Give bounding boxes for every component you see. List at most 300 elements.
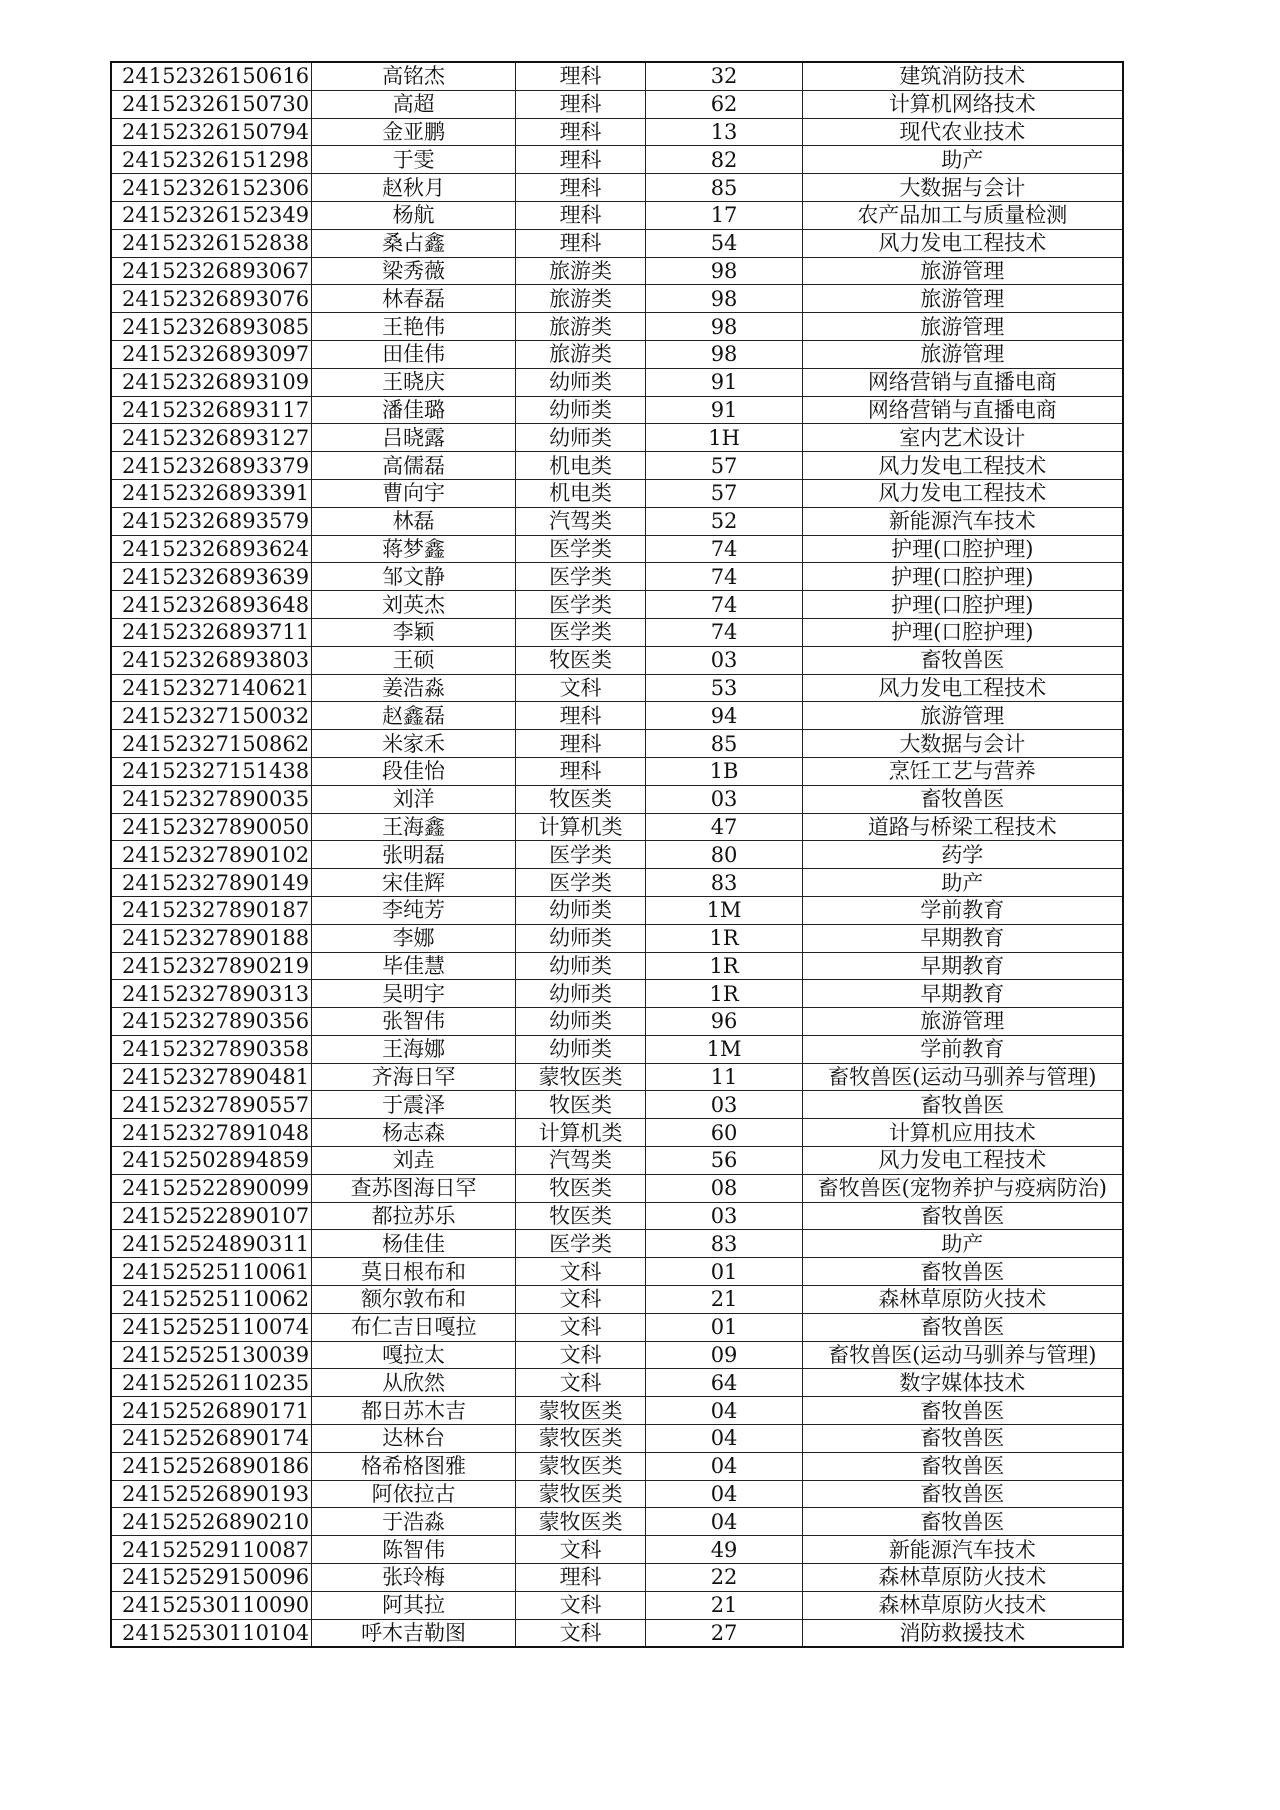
major-name-cell: 农产品加工与质量检测	[803, 201, 1123, 229]
table-row	[111, 507, 1123, 535]
major-code-cell: 98	[646, 257, 803, 285]
major-name-cell: 森林草原防火技术	[803, 1564, 1123, 1592]
exam-number-cell: 24152326893579	[111, 507, 312, 535]
subject-category-cell: 幼师类	[516, 1035, 646, 1063]
major-name-cell: 护理(口腔护理)	[803, 591, 1123, 619]
table-row	[111, 313, 1123, 341]
table-row	[111, 785, 1123, 813]
student-name-cell: 潘佳璐	[312, 396, 516, 424]
exam-number-cell: 24152327890358	[111, 1035, 312, 1063]
major-name-cell: 畜牧兽医	[803, 1480, 1123, 1508]
major-name-cell: 计算机网络技术	[803, 90, 1123, 118]
exam-number-cell: 24152326152838	[111, 229, 312, 257]
exam-number-cell: 24152526110235	[111, 1369, 312, 1397]
major-code-cell: 1R	[646, 924, 803, 952]
major-code-cell: 91	[646, 396, 803, 424]
major-code-cell: 21	[646, 1286, 803, 1314]
student-name-cell: 额尔敦布和	[312, 1286, 516, 1314]
major-code-cell: 91	[646, 368, 803, 396]
subject-category-cell: 文科	[516, 1536, 646, 1564]
table-row	[111, 841, 1123, 869]
subject-category-cell: 汽驾类	[516, 507, 646, 535]
major-code-cell: 04	[646, 1425, 803, 1453]
major-code-cell: 74	[646, 618, 803, 646]
major-code-cell: 03	[646, 1091, 803, 1119]
subject-category-cell: 幼师类	[516, 424, 646, 452]
major-name-cell: 烹饪工艺与营养	[803, 757, 1123, 785]
table-row	[111, 1536, 1123, 1564]
major-code-cell: 1R	[646, 952, 803, 980]
table-row	[111, 257, 1123, 285]
table-row	[111, 1008, 1123, 1036]
major-code-cell: 1M	[646, 896, 803, 924]
subject-category-cell: 理科	[516, 757, 646, 785]
major-name-cell: 畜牧兽医(运动马驯养与管理)	[803, 1063, 1123, 1091]
exam-number-cell: 24152327890035	[111, 785, 312, 813]
table-row	[111, 563, 1123, 591]
major-code-cell: 17	[646, 201, 803, 229]
table-row	[111, 1452, 1123, 1480]
major-code-cell: 1M	[646, 1035, 803, 1063]
table-row	[111, 1397, 1123, 1425]
major-name-cell: 风力发电工程技术	[803, 229, 1123, 257]
major-name-cell: 助产	[803, 869, 1123, 897]
table-row	[111, 1091, 1123, 1119]
table-row	[111, 479, 1123, 507]
student-name-cell: 邹文静	[312, 563, 516, 591]
major-name-cell: 风力发电工程技术	[803, 479, 1123, 507]
student-name-cell: 梁秀薇	[312, 257, 516, 285]
student-name-cell: 嘎拉太	[312, 1341, 516, 1369]
major-name-cell: 早期教育	[803, 952, 1123, 980]
major-name-cell: 新能源汽车技术	[803, 1536, 1123, 1564]
major-code-cell: 60	[646, 1119, 803, 1147]
student-name-cell: 林磊	[312, 507, 516, 535]
student-name-cell: 呼木吉勒图	[312, 1619, 516, 1647]
subject-category-cell: 蒙牧医类	[516, 1397, 646, 1425]
student-name-cell: 于震泽	[312, 1091, 516, 1119]
subject-category-cell: 计算机类	[516, 1119, 646, 1147]
subject-category-cell: 机电类	[516, 479, 646, 507]
major-code-cell: 98	[646, 313, 803, 341]
major-name-cell: 森林草原防火技术	[803, 1591, 1123, 1619]
exam-number-cell: 24152529110087	[111, 1536, 312, 1564]
student-name-cell: 都拉苏乐	[312, 1202, 516, 1230]
major-code-cell: 74	[646, 535, 803, 563]
subject-category-cell: 牧医类	[516, 646, 646, 674]
subject-category-cell: 旅游类	[516, 340, 646, 368]
student-name-cell: 于浩淼	[312, 1508, 516, 1536]
student-name-cell: 王海鑫	[312, 813, 516, 841]
major-code-cell: 03	[646, 785, 803, 813]
major-name-cell: 网络营销与直播电商	[803, 368, 1123, 396]
major-name-cell: 畜牧兽医	[803, 1258, 1123, 1286]
table-row	[111, 1286, 1123, 1314]
exam-number-cell: 24152327890188	[111, 924, 312, 952]
table-row	[111, 1480, 1123, 1508]
table-row	[111, 1147, 1123, 1175]
table-row	[111, 1313, 1123, 1341]
exam-number-cell: 24152525130039	[111, 1341, 312, 1369]
exam-number-cell: 24152326893648	[111, 591, 312, 619]
table-row	[111, 1508, 1123, 1536]
major-code-cell: 32	[646, 62, 803, 90]
major-name-cell: 学前教育	[803, 1035, 1123, 1063]
student-name-cell: 蒋梦鑫	[312, 535, 516, 563]
major-name-cell: 风力发电工程技术	[803, 674, 1123, 702]
subject-category-cell: 机电类	[516, 452, 646, 480]
major-code-cell: 82	[646, 146, 803, 174]
subject-category-cell: 计算机类	[516, 813, 646, 841]
major-name-cell: 畜牧兽医	[803, 1452, 1123, 1480]
student-name-cell: 张智伟	[312, 1008, 516, 1036]
table-row	[111, 62, 1123, 90]
exam-number-cell: 24152326893639	[111, 563, 312, 591]
subject-category-cell: 幼师类	[516, 896, 646, 924]
table-row	[111, 952, 1123, 980]
exam-number-cell: 24152522890099	[111, 1174, 312, 1202]
student-name-cell: 田佳伟	[312, 340, 516, 368]
subject-category-cell: 理科	[516, 702, 646, 730]
student-name-cell: 阿其拉	[312, 1591, 516, 1619]
major-code-cell: 09	[646, 1341, 803, 1369]
major-code-cell: 98	[646, 340, 803, 368]
table-row	[111, 702, 1123, 730]
student-name-cell: 达林台	[312, 1425, 516, 1453]
student-name-cell: 赵秋月	[312, 174, 516, 202]
student-name-cell: 杨航	[312, 201, 516, 229]
subject-category-cell: 旅游类	[516, 313, 646, 341]
exam-number-cell: 24152525110061	[111, 1258, 312, 1286]
student-name-cell: 陈智伟	[312, 1536, 516, 1564]
subject-category-cell: 蒙牧医类	[516, 1480, 646, 1508]
table-row	[111, 424, 1123, 452]
table-row	[111, 1341, 1123, 1369]
major-code-cell: 03	[646, 1202, 803, 1230]
student-name-cell: 宋佳辉	[312, 869, 516, 897]
student-name-cell: 莫日根布和	[312, 1258, 516, 1286]
student-name-cell: 曹向宇	[312, 479, 516, 507]
subject-category-cell: 医学类	[516, 563, 646, 591]
table-row	[111, 813, 1123, 841]
major-code-cell: 27	[646, 1619, 803, 1647]
student-name-cell: 杨志森	[312, 1119, 516, 1147]
exam-number-cell: 24152327891048	[111, 1119, 312, 1147]
major-code-cell: 74	[646, 591, 803, 619]
subject-category-cell: 蒙牧医类	[516, 1063, 646, 1091]
major-name-cell: 畜牧兽医(宠物养护与疫病防治)	[803, 1174, 1123, 1202]
table-row	[111, 1564, 1123, 1592]
major-name-cell: 网络营销与直播电商	[803, 396, 1123, 424]
major-name-cell: 畜牧兽医	[803, 1313, 1123, 1341]
major-name-cell: 助产	[803, 1230, 1123, 1258]
subject-category-cell: 理科	[516, 201, 646, 229]
table-row	[111, 174, 1123, 202]
table-row	[111, 980, 1123, 1008]
exam-number-cell: 24152526890171	[111, 1397, 312, 1425]
table-row	[111, 1369, 1123, 1397]
student-name-cell: 高超	[312, 90, 516, 118]
student-name-cell: 段佳怡	[312, 757, 516, 785]
subject-category-cell: 幼师类	[516, 924, 646, 952]
exam-number-cell: 24152326893067	[111, 257, 312, 285]
admission-table-body	[111, 62, 1123, 1647]
student-name-cell: 王艳伟	[312, 313, 516, 341]
exam-number-cell: 24152327890050	[111, 813, 312, 841]
major-code-cell: 54	[646, 229, 803, 257]
major-name-cell: 数字媒体技术	[803, 1369, 1123, 1397]
major-code-cell: 01	[646, 1313, 803, 1341]
major-name-cell: 旅游管理	[803, 340, 1123, 368]
table-row	[111, 1119, 1123, 1147]
major-name-cell: 畜牧兽医	[803, 1202, 1123, 1230]
table-row	[111, 146, 1123, 174]
table-row	[111, 340, 1123, 368]
major-name-cell: 大数据与会计	[803, 174, 1123, 202]
exam-number-cell: 24152326893117	[111, 396, 312, 424]
table-row	[111, 1619, 1123, 1647]
major-name-cell: 风力发电工程技术	[803, 452, 1123, 480]
major-code-cell: 49	[646, 1536, 803, 1564]
exam-number-cell: 24152526890193	[111, 1480, 312, 1508]
major-name-cell: 大数据与会计	[803, 730, 1123, 758]
major-name-cell: 旅游管理	[803, 285, 1123, 313]
exam-number-cell: 24152526890186	[111, 1452, 312, 1480]
exam-number-cell: 24152524890311	[111, 1230, 312, 1258]
exam-number-cell: 24152327151438	[111, 757, 312, 785]
major-name-cell: 森林草原防火技术	[803, 1286, 1123, 1314]
major-name-cell: 助产	[803, 146, 1123, 174]
subject-category-cell: 蒙牧医类	[516, 1452, 646, 1480]
subject-category-cell: 蒙牧医类	[516, 1425, 646, 1453]
subject-category-cell: 医学类	[516, 1230, 646, 1258]
major-name-cell: 道路与桥梁工程技术	[803, 813, 1123, 841]
major-name-cell: 早期教育	[803, 980, 1123, 1008]
subject-category-cell: 幼师类	[516, 952, 646, 980]
table-row	[111, 618, 1123, 646]
exam-number-cell: 24152326152306	[111, 174, 312, 202]
major-code-cell: 04	[646, 1480, 803, 1508]
student-name-cell: 格希格图雅	[312, 1452, 516, 1480]
major-code-cell: 47	[646, 813, 803, 841]
table-row	[111, 674, 1123, 702]
subject-category-cell: 理科	[516, 229, 646, 257]
major-code-cell: 64	[646, 1369, 803, 1397]
table-row	[111, 90, 1123, 118]
exam-number-cell: 24152526890210	[111, 1508, 312, 1536]
major-code-cell: 56	[646, 1147, 803, 1175]
table-row	[111, 1202, 1123, 1230]
student-name-cell: 赵鑫磊	[312, 702, 516, 730]
table-row	[111, 896, 1123, 924]
major-name-cell: 畜牧兽医	[803, 785, 1123, 813]
exam-number-cell: 24152326893109	[111, 368, 312, 396]
exam-number-cell: 24152326893803	[111, 646, 312, 674]
exam-number-cell: 24152326150616	[111, 62, 312, 90]
major-code-cell: 1R	[646, 980, 803, 1008]
student-name-cell: 李纯芳	[312, 896, 516, 924]
table-row	[111, 924, 1123, 952]
major-code-cell: 53	[646, 674, 803, 702]
exam-number-cell: 24152530110104	[111, 1619, 312, 1647]
exam-number-cell: 24152327890481	[111, 1063, 312, 1091]
exam-number-cell: 24152326152349	[111, 201, 312, 229]
exam-number-cell: 24152326893624	[111, 535, 312, 563]
table-row	[111, 201, 1123, 229]
exam-number-cell: 24152326893711	[111, 618, 312, 646]
table-row	[111, 118, 1123, 146]
student-name-cell: 吕晓露	[312, 424, 516, 452]
table-row	[111, 591, 1123, 619]
subject-category-cell: 理科	[516, 174, 646, 202]
major-code-cell: 11	[646, 1063, 803, 1091]
major-name-cell: 新能源汽车技术	[803, 507, 1123, 535]
student-name-cell: 杨佳佳	[312, 1230, 516, 1258]
major-name-cell: 风力发电工程技术	[803, 1147, 1123, 1175]
major-code-cell: 57	[646, 452, 803, 480]
exam-number-cell: 24152327150862	[111, 730, 312, 758]
subject-category-cell: 文科	[516, 1619, 646, 1647]
subject-category-cell: 旅游类	[516, 285, 646, 313]
student-name-cell: 阿依拉古	[312, 1480, 516, 1508]
major-name-cell: 室内艺术设计	[803, 424, 1123, 452]
exam-number-cell: 24152326893391	[111, 479, 312, 507]
subject-category-cell: 牧医类	[516, 1174, 646, 1202]
student-name-cell: 姜浩淼	[312, 674, 516, 702]
exam-number-cell: 24152326150730	[111, 90, 312, 118]
major-name-cell: 护理(口腔护理)	[803, 618, 1123, 646]
exam-number-cell: 24152327890356	[111, 1008, 312, 1036]
major-code-cell: 80	[646, 841, 803, 869]
subject-category-cell: 医学类	[516, 618, 646, 646]
major-code-cell: 57	[646, 479, 803, 507]
subject-category-cell: 医学类	[516, 535, 646, 563]
major-name-cell: 药学	[803, 841, 1123, 869]
major-code-cell: 01	[646, 1258, 803, 1286]
subject-category-cell: 蒙牧医类	[516, 1508, 646, 1536]
student-name-cell: 李颖	[312, 618, 516, 646]
table-row	[111, 1174, 1123, 1202]
table-row	[111, 452, 1123, 480]
exam-number-cell: 24152327890149	[111, 869, 312, 897]
table-row	[111, 1591, 1123, 1619]
exam-number-cell: 24152326893097	[111, 340, 312, 368]
subject-category-cell: 理科	[516, 146, 646, 174]
major-code-cell: 85	[646, 730, 803, 758]
major-name-cell: 护理(口腔护理)	[803, 535, 1123, 563]
exam-number-cell: 24152326893076	[111, 285, 312, 313]
major-name-cell: 畜牧兽医	[803, 1091, 1123, 1119]
table-row	[111, 1230, 1123, 1258]
table-row	[111, 396, 1123, 424]
student-name-cell: 布仁吉日嘎拉	[312, 1313, 516, 1341]
major-code-cell: 98	[646, 285, 803, 313]
exam-number-cell: 24152327150032	[111, 702, 312, 730]
major-name-cell: 旅游管理	[803, 1008, 1123, 1036]
table-row	[111, 1425, 1123, 1453]
student-name-cell: 刘英杰	[312, 591, 516, 619]
major-name-cell: 旅游管理	[803, 313, 1123, 341]
major-code-cell: 96	[646, 1008, 803, 1036]
major-code-cell: 22	[646, 1564, 803, 1592]
subject-category-cell: 幼师类	[516, 1008, 646, 1036]
major-code-cell: 21	[646, 1591, 803, 1619]
major-name-cell: 建筑消防技术	[803, 62, 1123, 90]
table-row	[111, 285, 1123, 313]
exam-number-cell: 24152522890107	[111, 1202, 312, 1230]
subject-category-cell: 理科	[516, 730, 646, 758]
exam-number-cell: 24152326893127	[111, 424, 312, 452]
table-row	[111, 229, 1123, 257]
major-code-cell: 85	[646, 174, 803, 202]
major-name-cell: 畜牧兽医	[803, 646, 1123, 674]
table-row	[111, 368, 1123, 396]
exam-number-cell: 24152327140621	[111, 674, 312, 702]
subject-category-cell: 牧医类	[516, 785, 646, 813]
subject-category-cell: 幼师类	[516, 980, 646, 1008]
student-name-cell: 查苏图海日罕	[312, 1174, 516, 1202]
exam-number-cell: 24152327890102	[111, 841, 312, 869]
major-code-cell: 74	[646, 563, 803, 591]
student-name-cell: 米家禾	[312, 730, 516, 758]
table-row	[111, 869, 1123, 897]
major-name-cell: 计算机应用技术	[803, 1119, 1123, 1147]
table-row	[111, 535, 1123, 563]
subject-category-cell: 旅游类	[516, 257, 646, 285]
subject-category-cell: 汽驾类	[516, 1147, 646, 1175]
subject-category-cell: 理科	[516, 62, 646, 90]
major-code-cell: 1H	[646, 424, 803, 452]
student-name-cell: 金亚鹏	[312, 118, 516, 146]
exam-number-cell: 24152529150096	[111, 1564, 312, 1592]
student-name-cell: 从欣然	[312, 1369, 516, 1397]
student-name-cell: 毕佳慧	[312, 952, 516, 980]
subject-category-cell: 医学类	[516, 869, 646, 897]
table-row	[111, 1258, 1123, 1286]
exam-number-cell: 24152327890187	[111, 896, 312, 924]
subject-category-cell: 幼师类	[516, 396, 646, 424]
exam-number-cell: 24152327890313	[111, 980, 312, 1008]
subject-category-cell: 文科	[516, 1591, 646, 1619]
subject-category-cell: 文科	[516, 1258, 646, 1286]
major-code-cell: 03	[646, 646, 803, 674]
exam-number-cell: 24152526890174	[111, 1425, 312, 1453]
major-code-cell: 94	[646, 702, 803, 730]
exam-number-cell: 24152326151298	[111, 146, 312, 174]
student-name-cell: 高铭杰	[312, 62, 516, 90]
exam-number-cell: 24152326150794	[111, 118, 312, 146]
student-name-cell: 李娜	[312, 924, 516, 952]
exam-number-cell: 24152525110062	[111, 1286, 312, 1314]
student-name-cell: 张明磊	[312, 841, 516, 869]
subject-category-cell: 理科	[516, 118, 646, 146]
table-row	[111, 1035, 1123, 1063]
subject-category-cell: 文科	[516, 1341, 646, 1369]
major-name-cell: 旅游管理	[803, 257, 1123, 285]
student-name-cell: 刘洋	[312, 785, 516, 813]
major-code-cell: 13	[646, 118, 803, 146]
subject-category-cell: 文科	[516, 1286, 646, 1314]
major-code-cell: 08	[646, 1174, 803, 1202]
major-name-cell: 畜牧兽医	[803, 1425, 1123, 1453]
major-code-cell: 52	[646, 507, 803, 535]
subject-category-cell: 文科	[516, 1369, 646, 1397]
major-name-cell: 学前教育	[803, 896, 1123, 924]
subject-category-cell: 牧医类	[516, 1202, 646, 1230]
student-name-cell: 刘垚	[312, 1147, 516, 1175]
student-name-cell: 王海娜	[312, 1035, 516, 1063]
major-name-cell: 畜牧兽医	[803, 1508, 1123, 1536]
